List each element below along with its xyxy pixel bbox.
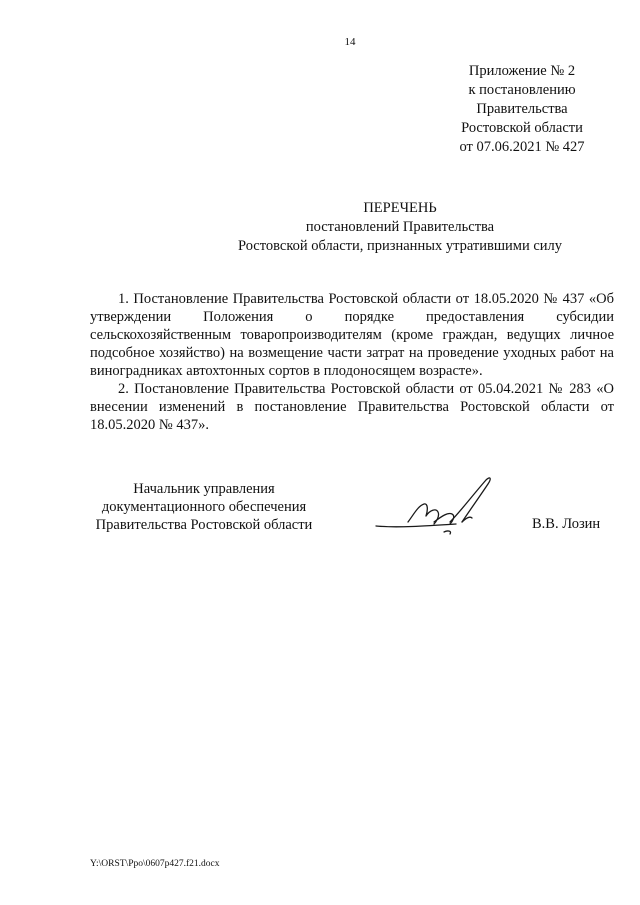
appendix-header <box>430 62 614 157</box>
title-line: Ростовской области, признанных утратившими силу <box>237 238 563 254</box>
title-heading: ПЕРЕЧЕНЬ <box>363 200 437 216</box>
signer-line: Начальник управления <box>133 481 275 497</box>
footer-file-path: Y:\ORST\Ppo\0607p427.f21.docx <box>90 859 220 869</box>
title-line: постановлений Правительства <box>305 219 495 235</box>
appendix-line: к постановлению <box>468 82 576 98</box>
appendix-line: Ростовской области <box>461 120 583 136</box>
appendix-line: Приложение № 2 <box>468 63 576 79</box>
appendix-line: от 07.06.2021 № 427 <box>459 139 585 155</box>
signer-name: В.В. Лозин <box>532 516 601 532</box>
page-number: 14 <box>344 36 356 48</box>
list-item: 2. Постановление Правительства Ростовской области от 05.04.2021 № 283 «О внесении изменений в постановление Правительства Ростовской области от 18.05.2020 № 437». <box>90 381 614 433</box>
list-item: 1. Постановление Правительства Ростовской области от 18.05.2020 № 437 «Об утверждении Положения о порядке предоставления субсидии сельскохозяйственным товаропроизводителям (кроме граждан, ведущих личное подсобное хозяйство) на возмещение части затрат на проведение уходных работ на виноградниках автохтонных сортов в плодоносящем возрасте». <box>90 291 614 379</box>
signer-position <box>88 480 320 534</box>
document-title <box>80 199 640 256</box>
signer-line: Правительства Ростовской области <box>95 517 313 533</box>
appendix-line: Правительства <box>476 101 568 117</box>
signer-line: документационного обеспечения <box>101 499 307 515</box>
signature-icon <box>356 468 516 548</box>
document-body <box>90 290 614 434</box>
